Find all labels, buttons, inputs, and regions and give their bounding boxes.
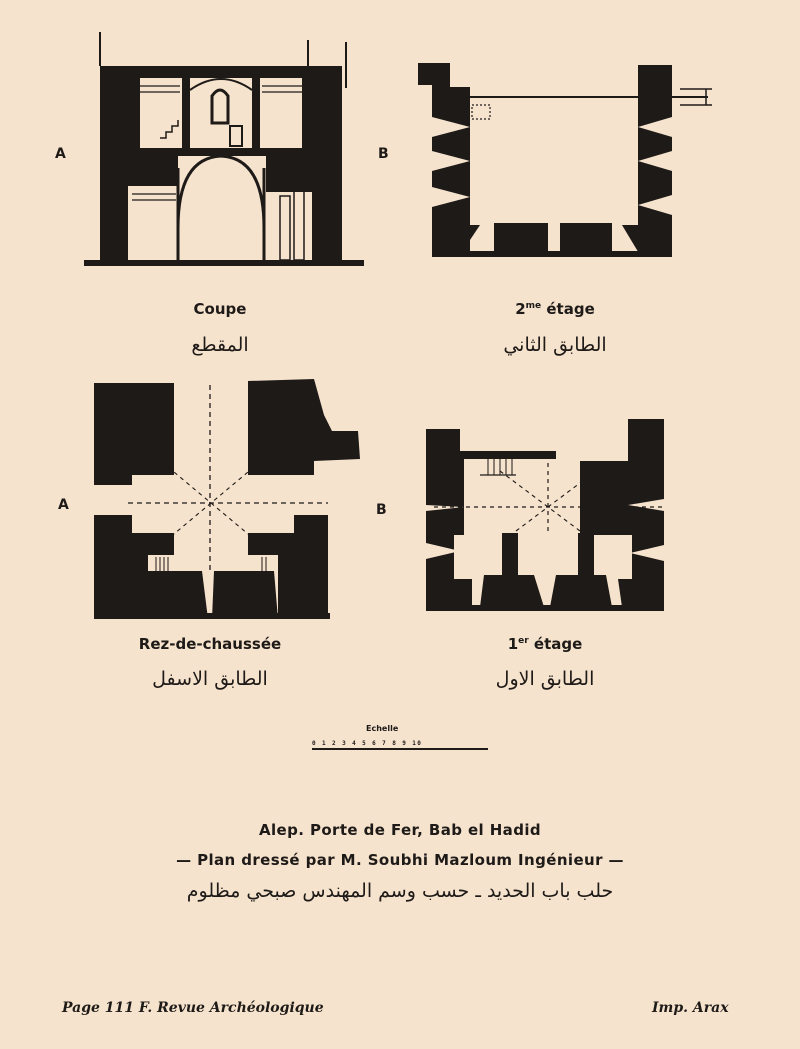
footer-printer: Imp. Arax (652, 1000, 729, 1016)
first-floor-label-ar: الطابق الاول (495, 668, 595, 690)
caption-author: — Plan dressé par M. Soubhi Mazloum Ingénieur — (176, 851, 624, 869)
scale-numbers: 0 1 2 3 4 5 6 7 8 9 10 (312, 740, 423, 747)
marker-b-first-floor: B (376, 502, 387, 518)
first-floor-word: étage (528, 635, 583, 653)
marker-b-second-floor: B (378, 146, 389, 162)
marker-a-coupe: A (55, 146, 66, 162)
first-floor-drawing (420, 415, 680, 615)
ground-floor-label-fr: Rez-de-chaussée (138, 635, 282, 653)
second-floor-word: étage (541, 300, 595, 318)
second-floor-number: 2 (515, 300, 526, 318)
first-floor-number: 1 (507, 635, 519, 653)
first-floor-label-fr (435, 635, 655, 653)
ground-floor-drawing (88, 375, 368, 625)
second-floor-label-fr (445, 300, 665, 318)
caption-arabic: حلب باب الحديد ـ حسب وسم المهندس صبحي مظلوم (186, 880, 614, 902)
scale-title: Echelle (366, 724, 399, 733)
coupe-label-ar: المقطع (191, 334, 249, 356)
footer-page-reference: Page 111 F. Revue Archéologique (62, 1000, 324, 1016)
marker-a-ground-floor: A (58, 497, 69, 513)
coupe-label-fr: Coupe (193, 300, 247, 318)
ground-floor-label-ar: الطابق الاسفل (152, 668, 268, 690)
coupe-drawing (80, 28, 370, 273)
second-floor-drawing (410, 55, 720, 265)
caption-title: Alep. Porte de Fer, Bab el Hadid (258, 821, 542, 839)
second-floor-label-ar: الطابق الثاني (503, 334, 607, 356)
second-floor-suffix: me (525, 301, 542, 311)
first-floor-suffix: er (518, 636, 529, 646)
scale-bar (312, 740, 488, 750)
scale-line (312, 748, 488, 750)
